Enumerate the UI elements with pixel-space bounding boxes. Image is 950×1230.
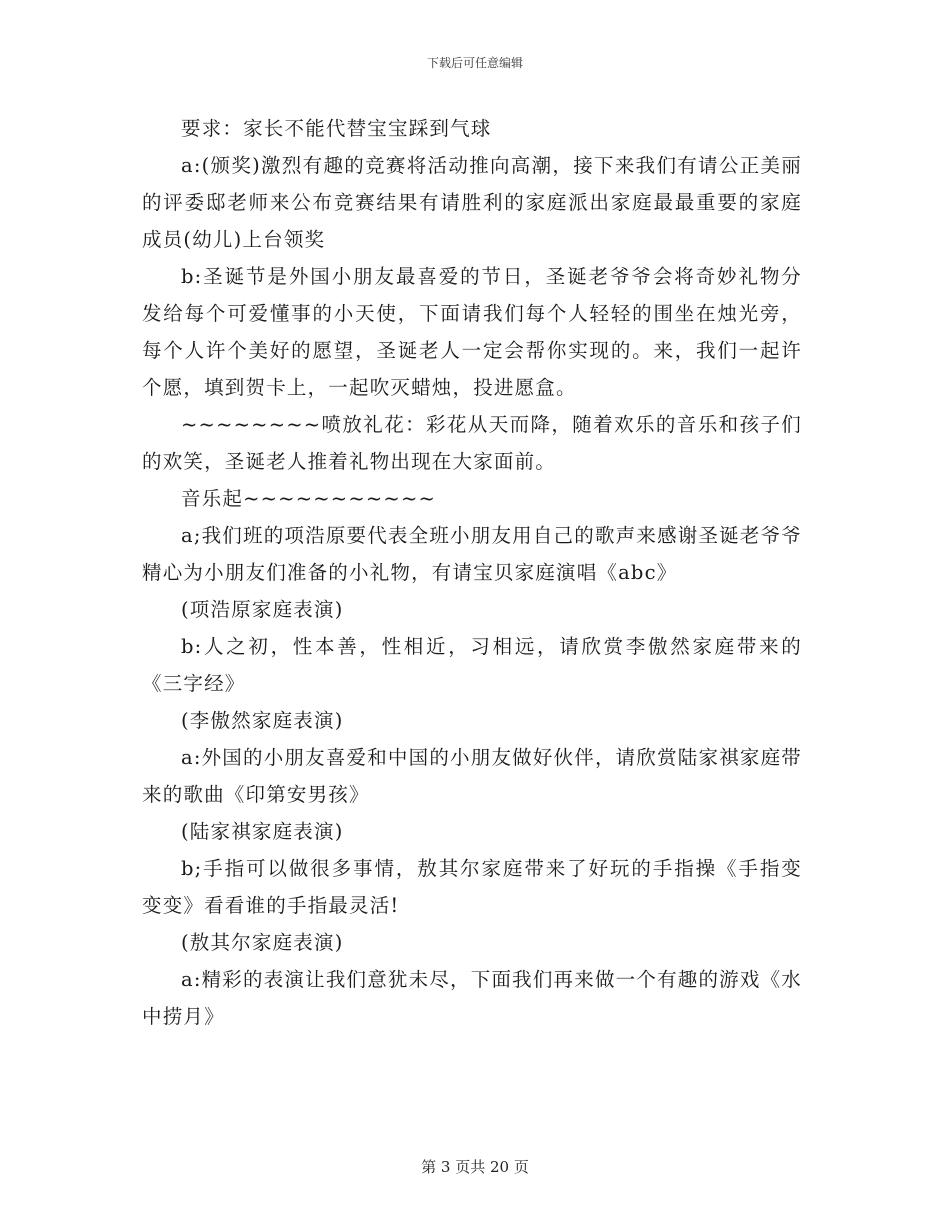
paragraph: a;我们班的项浩原要代表全班小朋友用自己的歌声来感谢圣诞老爷爷精心为小朋友们准备的小礼物，有请宝贝家庭演唱《abc》: [142, 524, 802, 584]
paragraph: (李傲然家庭表演): [181, 709, 344, 732]
paragraph: b:圣诞节是外国小朋友最喜爱的节日，圣诞老爷爷会将奇妙礼物分发给每个可爱懂事的小天使，下面请我们每个人轻轻的围坐在烛光旁，每个人许个美好的愿望，圣诞老人一定会帮你实现的。来，我们一起许个愿，填到贺卡上，一起吹灭蜡烛，投进愿盒。: [142, 265, 802, 399]
document-body: [142, 110, 802, 1035]
paragraph: ~~~~~~~~喷放礼花：彩花从天而降，随着欢乐的音乐和孩子们的欢笑，圣诞老人推着礼物出现在大家面前。: [142, 413, 802, 473]
paragraph: 要求：家长不能代替宝宝踩到气球: [181, 117, 492, 140]
paragraph: 音乐起~~~~~~~~~~~: [181, 487, 437, 510]
paragraph: (项浩原家庭表演): [181, 598, 344, 621]
paragraph: (陆家祺家庭表演): [181, 820, 344, 843]
paragraph: a:(颁奖)激烈有趣的竞赛将活动推向高潮，接下来我们有请公正美丽的评委邸老师来公布竞赛结果有请胜利的家庭派出家庭最最重要的家庭成员(幼儿)上台领奖: [142, 154, 802, 251]
paragraph: a:外国的小朋友喜爱和中国的小朋友做好伙伴，请欣赏陆家祺家庭带来的歌曲《印第安男孩》: [142, 746, 802, 806]
paragraph: b;手指可以做很多事情，敖其尔家庭带来了好玩的手指操《手指变变变》看看谁的手指最灵活!: [142, 857, 802, 917]
paragraph: (敖其尔家庭表演): [181, 931, 344, 954]
paragraph: a:精彩的表演让我们意犹未尽，下面我们再来做一个有趣的游戏《水中捞月》: [142, 968, 802, 1028]
page-header: 下载后可任意编辑: [426, 56, 523, 70]
page-footer: 第 3 页共 20 页: [421, 1158, 529, 1176]
paragraph: b:人之初，性本善，性相近，习相远，请欣赏李傲然家庭带来的《三字经》: [142, 635, 802, 695]
